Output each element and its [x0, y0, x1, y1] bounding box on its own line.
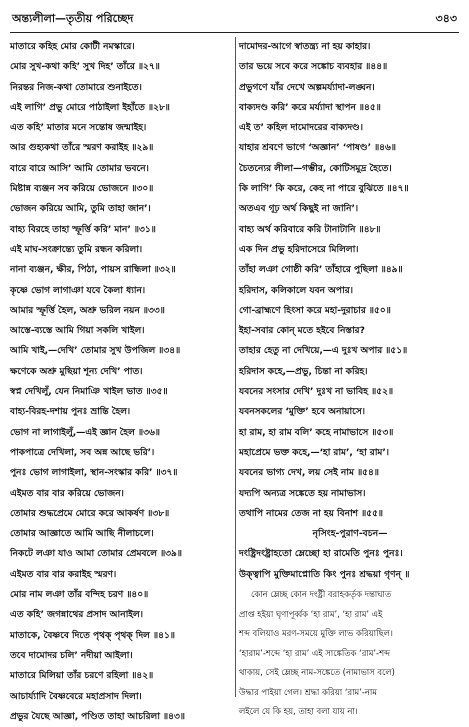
page-number: ৩৪৩ [435, 12, 457, 25]
running-head [10, 8, 459, 30]
verse-line: মোর নাম লঞা তাঁর বন্দিহ চরণ ॥৪০॥ [10, 589, 149, 601]
verse-line: এই মাঘ-সংক্রান্ত্যে তুমি রন্ধন করিলা। [10, 243, 143, 255]
verse-line: এক দিন প্রভু হরিদাসেরে মিলিলা। [239, 243, 359, 255]
verse-line: যবনের সংসার দেখি’ দুঃখ না ভাবিহ ॥৫২॥ [239, 386, 394, 398]
section-subhead: নৃসিংহ-পুরাণ-বচন— [312, 528, 388, 540]
verse-line: যদ্যপি অন্যত্র সঙ্কেতে হয় নামাভাস। [239, 487, 366, 499]
verse-line: ভোগ না লাগাইলুঁ,—এই জ্ঞান হৈল ॥৩৬॥ [10, 426, 160, 438]
verse-line: বাহ্য-বিরহ-দশায় পুনঃ ভ্রান্তি হৈল। [10, 406, 131, 418]
verse-line: যবনসকলের ‘মুক্তি’ হবে অনায়াসে। [239, 406, 365, 418]
verse-line: নানা ব্যঞ্জন, ক্ষীর, পিঠা, পায়স রান্ধিলা ॥৩২॥ [10, 264, 176, 276]
verse-line: বারে বারে আসি’ আমি তোমার ভবনে। [10, 162, 149, 174]
commentary-line: প্রাপ্ত হইয়া ঘৃণাপূর্ব্বক ‘হা রাম’, ‘হা রাম’ এই [239, 608, 383, 619]
verse-line: নিকটে লঞা যাও আমা তোমার প্রেমবলে ॥৩৯॥ [10, 548, 183, 560]
verse-line: প্রভুর যৈছে আজ্ঞা, পণ্ডিত তাহা আচরিলা ॥৪৩॥ [10, 710, 185, 722]
verse-line: তোমার শুদ্ধপ্রেমে মোরে করে আকর্ষণ ॥৩৮॥ [10, 507, 170, 519]
commentary-line: কোন ম্লেচ্ছ কোন দংষ্ট্রী বরাহকর্তৃক দন্তাঘাত [251, 589, 392, 600]
verse-line: বাহ্য অর্থ করিবারে করি টানাটানি ॥৪৮॥ [239, 223, 381, 235]
verse-line: যাহার শ্রবণে ভাগে ‘অজ্ঞান’ ‘পাষণ্ড’ ॥৪৬॥ [239, 142, 397, 154]
verse-line: এইমত বার বার করাইহ স্মরণ। [10, 568, 117, 580]
column-divider [235, 37, 236, 697]
verse-line: এই লাগি’ প্রভু মোরে পাঠাইলা ইহাঁতে ॥২৮॥ [10, 101, 170, 113]
right-column [239, 37, 461, 722]
commentary-line: থাকায়, সেই ম্লেচ্ছ নাম-সঙ্কেতে (নামাভাস বলে) [239, 667, 395, 678]
verse-line: মাতারে মিলিয়া তাঁর চরণে রহিলা ॥৪২॥ [10, 670, 154, 682]
verse-line: হরিদাস কহে,—প্রভু, চিন্তা না করিহ। [239, 365, 368, 377]
verse-line: তার ভয়ে সবে করে সঙ্কোচ ব্যবহার ॥৪৪॥ [239, 61, 388, 73]
verse-line: চৈতন্যের লীলা—গম্ভীর, কোটিসমুদ্র হৈতে। [239, 162, 392, 174]
sanskrit-quote-line: উক্ত্বাপি মুক্তিমাপ্নোতি কিং পুনঃ শ্রদ্ধয়া গৃণন্ ॥ [239, 568, 410, 580]
verse-line: আস্তে-ব্যস্তে আমি গিয়া সকলি খাইল। [10, 325, 145, 337]
commentary-line: উদ্ধার পাইয়া গেল। শ্রদ্ধা করিয়া ‘রাম’-নাম [239, 686, 377, 697]
verse-line: গো-ব্রাহ্মণে হিংসা করে মহা-দুরাচার ॥৫০॥ [239, 304, 391, 316]
header-rule [10, 32, 459, 33]
verse-line: ভোজন করিয়ে আমি, তুমি তাহা জান’। [10, 203, 151, 215]
verse-line: যবনের ভাগ্য দেখ, লয় সেই নাম ॥৫৪॥ [239, 467, 380, 479]
verse-line: মাতারে কহিহ মোর কোটী নমস্কারে। [10, 41, 135, 52]
verse-line: এই ত’ কহিল দামোদরের বাক্যদণ্ড। [239, 122, 363, 134]
left-column [10, 37, 232, 727]
verse-line: ইহা-সবার কোন্ মতে হইবে নিস্তার? [239, 325, 365, 337]
verse-line: আর গুহ্যকথা তাঁরে স্মরণ করাইহ ॥২৯॥ [10, 142, 154, 154]
verse-line: হরিদাস, কলিকালে যবন অপার। [239, 284, 353, 296]
verse-line: মাতাকে, বৈষ্ণবে দিতে পৃথক্ পৃথক্ দিল ॥৪১॥ [10, 629, 175, 641]
commentary-line: শব্দ বলিয়াও মরণ-সময়ে মুক্তি লাভ করিয়াছিল। [239, 628, 393, 639]
verse-line: প্রভুগণে যাঁর দেখে অল্পমর্য্যাদা-লঙ্ঘন। [239, 81, 375, 93]
verse-line: মোর সুখ-কথা কহি’ সুখ দিহ’ তাঁরে ॥২৭॥ [10, 61, 160, 73]
verse-line: কি লাগি’ কি করে, কেহ না পারে বুঝিতে ॥৪৭॥ [239, 183, 409, 195]
verse-line: স্বপ্ন দেখিলুঁ, যেন নিমাঞি খাইল ভাত ॥৩৫॥ [10, 386, 168, 398]
verse-line: এইমত বার বার করিয়ে ভোজন। [10, 487, 124, 499]
verse-line: তথাপি নামের তেজ না হয় বিনাশ ॥৫৫॥ [239, 507, 384, 519]
chapter-title: অন্ত্যলীলা—তৃতীয় পরিচ্ছেদ [12, 12, 134, 25]
verse-line: বাহ্য বিরহে তাহা স্ফূর্ত্তি করি’ মান’ ॥৩১॥ [10, 223, 156, 235]
verse-line: তাহার হেতু না দেখিয়ে,—এ দুঃখ অপার ॥৫১॥ [239, 345, 408, 357]
verse-line: দামোদর-আগে স্বাতন্ত্র্য না হয় কাহার। [239, 41, 371, 52]
verse-line: মিষ্টান্ন ব্যঞ্জন সব করিয়ে ভোজনে ॥৩০॥ [10, 183, 154, 195]
verse-line: হা রাম, হা রাম বলি’ কহে নামাভাসে ॥৫৩॥ [239, 426, 394, 438]
verse-line: পুনঃ ভোগ লাগাইলা, স্থান-সংস্কার করি’ ॥৩৭॥ [10, 467, 178, 479]
verse-line: আচার্য্যাদি বৈষ্ণবেরে মহাপ্রসাদ দিলা। [10, 690, 142, 702]
verse-line: বাক্যদণ্ড করি’ করে মর্য্যাদা স্থাপন ॥৪৫॥ [239, 101, 381, 113]
verse-line: অতএব গূঢ় অর্থ কিছুই না জানি’। [239, 203, 359, 215]
verse-line: তোমার আজ্ঞাতে আমি আছি নীলাচলে। [10, 528, 154, 540]
verse-line: এত কহি’ জগন্নাথের প্রসাদ আনাইল। [10, 609, 143, 621]
verse-line: আমার স্ফূর্ত্তি হৈল, অশ্রু ভরিল নয়ন ॥৩৩॥ [10, 304, 165, 316]
verse-line: ক্ষণেকে অশ্রু মুছিয়া শূন্য দেখি’ পাত। [10, 365, 143, 377]
verse-line: পাকপাত্রে দেখিলা, সব অন্ন আছে ভরি’। [10, 446, 155, 458]
commentary-line: লইলে যে কি হয়, তাহা বলা যায় না। [239, 706, 358, 717]
verse-line: মহাপ্রেমে ভক্ত কহে,—‘হা রাম’, ‘হা রাম’। [239, 446, 389, 458]
verse-line: তাঁহা লঞা গোষ্ঠী করি’ তাঁহারে পুছিলা ॥৪৯॥ [239, 264, 403, 276]
verse-line: তবে দামোদর চলি’ নদীয়া আইলা। [10, 649, 133, 661]
verse-line: এত কহি’ মাতার মনে সন্তোষ জন্মাইহ। [10, 122, 147, 134]
verse-line: কৃষ্ণে ভোগ লাগাঞা যবে কৈলা ধ্যান। [10, 284, 146, 296]
sanskrit-quote-line: দংষ্ট্রিদংষ্ট্রাহতো ম্লেচ্ছো হা রামেতি পুনঃ পুনঃ। [239, 548, 403, 560]
commentary-line: ‘হারাম’-শব্দে ‘হা রাম’ এই সাঙ্কেতিক ‘রাম’-শব্দ [239, 647, 390, 658]
verse-line: নিরন্তর নিজ-কথা তোমারে শুনাইতে। [10, 81, 142, 93]
verse-line: আমি খাই,—দেখি’ তোমার সুখ উপজিল ॥৩৪॥ [10, 345, 181, 357]
